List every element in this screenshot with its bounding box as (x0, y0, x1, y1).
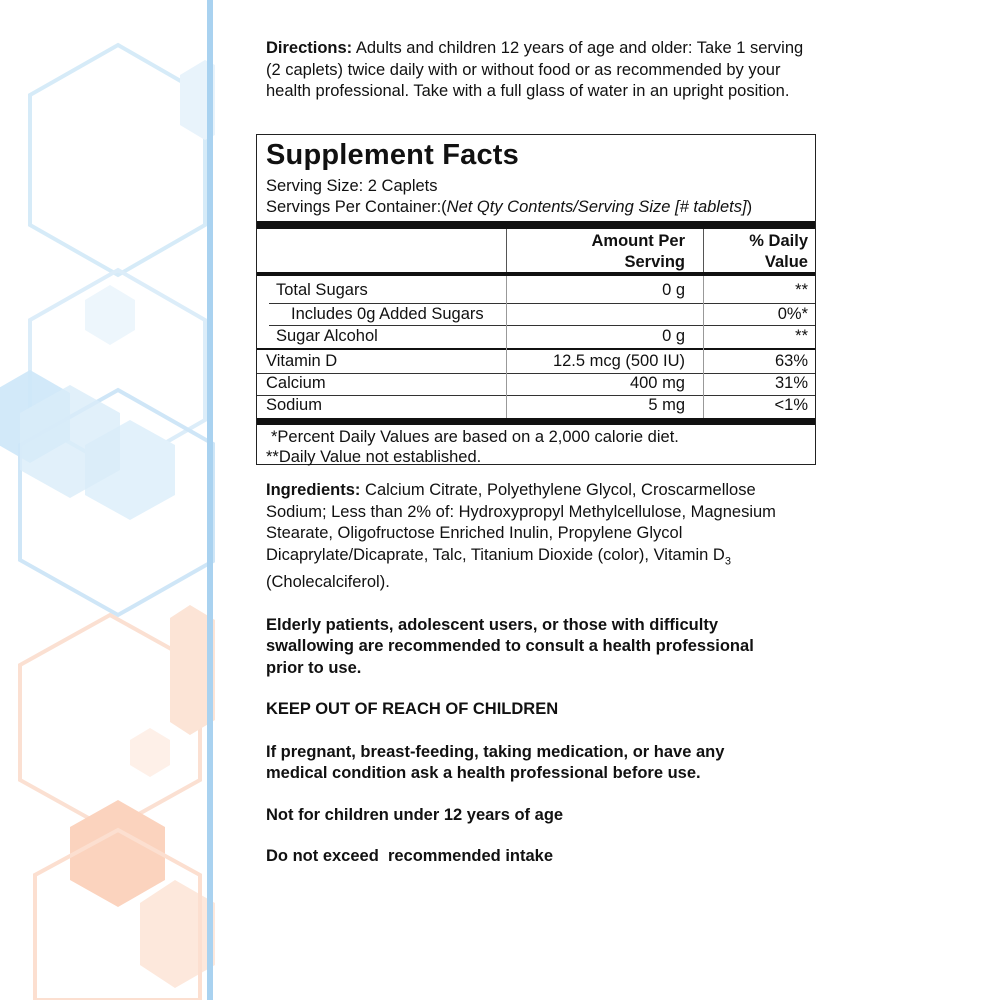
ingredients-subscript: 3 (724, 554, 731, 567)
header-amount-line1: Amount Per (591, 232, 685, 250)
row-dv-sugar-alcohol: ** (795, 327, 808, 345)
row-name-added-sugars: Includes 0g Added Sugars (291, 305, 484, 323)
directions-paragraph (266, 38, 811, 103)
medium-rule (257, 272, 815, 276)
rule-below-sugars (257, 348, 815, 350)
warning-elderly: Elderly patients, adolescent users, or those with difficulty swallowing are recommended to consult a health professional prior to use. (266, 615, 754, 677)
row-amount-vitamin-d: 12.5 mcg (500 IU) (552, 352, 685, 370)
servings-per-suffix: ) (746, 198, 753, 216)
hexagon-outline-blue (30, 45, 205, 275)
servings-per-italic: Net Qty Contents/Serving Size [# tablets] (446, 198, 747, 216)
hexagon-fill-orange (130, 728, 170, 777)
thick-rule-bottom (257, 418, 815, 425)
ingredients-paragraph (266, 480, 786, 594)
row-name-sugar-alcohol: Sugar Alcohol (276, 327, 378, 345)
row-name-total-sugars: Total Sugars (276, 281, 368, 299)
row-amount-total-sugars: 0 g (662, 281, 685, 299)
servings-per-container (266, 198, 752, 217)
label-content (266, 38, 818, 103)
vertical-divider-stripe (207, 0, 213, 1000)
warning-do-not-exceed: Do not exceed recommended intake (266, 847, 554, 866)
ingredients-label: Ingredients: (266, 481, 361, 499)
hexagon-fill-orange (140, 880, 215, 988)
row-name-calcium: Calcium (266, 374, 326, 392)
decorative-hexagon-background (0, 0, 215, 1000)
warning-keep-out-of-reach: KEEP OUT OF REACH OF CHILDREN (266, 700, 559, 719)
row-amount-calcium: 400 mg (629, 374, 685, 392)
ingredients-text-part2: (Cholecalciferol). (266, 573, 390, 592)
header-daily-value (704, 231, 808, 273)
row-name-sodium: Sodium (266, 396, 322, 414)
ingredients-text-part1: Calcium Citrate, Polyethylene Glycol, Croscarmellose Sodium; Less than 2% of: Hydroxypropyl Methylcellulose, Magnesium Stearate, Oligofructose Enriched Inulin, Propylene Glycol Dicaprylate/Dicaprate, Talc, Titanium Dioxide (color), Vitamin D (266, 481, 776, 564)
hexagon-fill-blue (85, 285, 135, 345)
row-dv-sodium: <1% (774, 396, 808, 414)
row-dv-calcium: 31% (774, 374, 808, 392)
thick-rule-top (257, 221, 815, 229)
supplement-facts-panel (256, 134, 816, 465)
footnote-not-established: **Daily Value not established. (266, 448, 482, 466)
directions-label: Directions: (266, 39, 353, 57)
row-dv-total-sugars: ** (795, 281, 808, 299)
header-dv-line2: Value (764, 253, 808, 271)
serving-size: Serving Size: 2 Caplets (266, 177, 438, 195)
row-dv-added-sugars: 0%* (777, 305, 808, 323)
warning-pregnant: If pregnant, breast-feeding, taking medication, or have any medical condition ask a health professional before use. (266, 742, 725, 783)
header-dv-line1: % Daily (749, 232, 808, 250)
row-amount-sodium: 5 mg (648, 396, 685, 414)
footnote-percent-daily: *Percent Daily Values are based on a 2,000 calorie diet. (271, 428, 679, 446)
header-amount-per-serving (507, 231, 685, 273)
row-name-vitamin-d: Vitamin D (266, 352, 338, 370)
lower-text-section (266, 480, 806, 868)
directions-text: Adults and children 12 years of age and older: Take 1 serving (2 caplets) twice daily with or without food or as recommended by your health professional. Take with a full glass of water in an upright position. (266, 39, 804, 100)
column-divider (506, 276, 507, 418)
row-amount-sugar-alcohol: 0 g (662, 327, 685, 345)
header-amount-line2: Serving (624, 253, 685, 271)
servings-per-prefix: Servings Per Container:( (266, 198, 447, 216)
supplement-facts-title: Supplement Facts (266, 139, 519, 171)
column-divider (703, 276, 704, 418)
row-dv-vitamin-d: 63% (774, 352, 808, 370)
warning-children-under-12: Not for children under 12 years of age (266, 805, 564, 824)
